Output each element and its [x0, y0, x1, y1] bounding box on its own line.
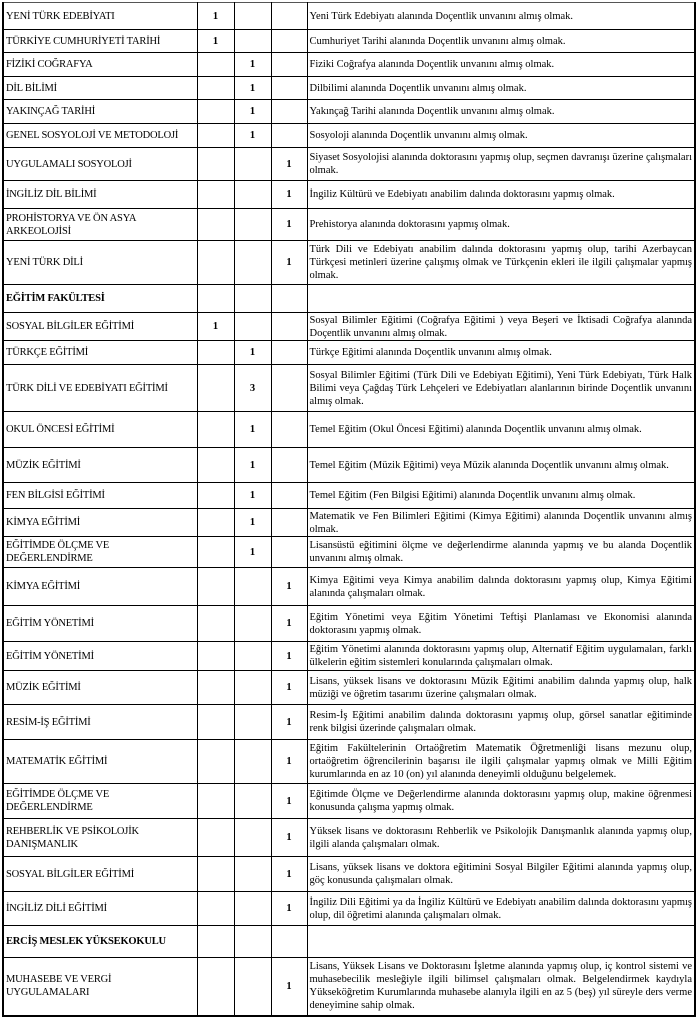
department-cell: FEN BİLGİSİ EĞİTİMİ [3, 483, 197, 509]
associate-professor-count-cell [234, 241, 271, 285]
requirement-cell: Prehistorya alanında doktorasını yapmış olmak. [307, 209, 695, 241]
table-row [3, 241, 695, 285]
associate-professor-count-cell [234, 642, 271, 671]
department-cell: UYGULAMALI SOSYOLOJİ [3, 148, 197, 181]
table-row [3, 365, 695, 412]
table-row [3, 857, 695, 892]
requirement-cell: Yüksek lisans ve doktorasını Rehberlik ve Psikolojik Danışmanlık alanında yapmış olup, ilgili alanda çalışmaları olmak. [307, 819, 695, 857]
department-cell: EĞİTİM YÖNETİMİ [3, 606, 197, 642]
requirement-cell: Türk Dili ve Edebiyatı anabilim dalında doktorasını yapmış olup, tarihi Azerbaycan Türkçesi metinleri üzerine çalışmış olmak ve Türkçenin ekleri ile ilgili çalışmalar yapmış olmak. [307, 241, 695, 285]
professor-count-cell [197, 705, 234, 740]
associate-professor-count-cell: 1 [234, 124, 271, 148]
table-row [3, 958, 695, 1016]
department-cell: EĞİTİMDE ÖLÇME VE DEĞERLENDİRME [3, 537, 197, 568]
table-body [3, 3, 695, 1016]
department-cell: PROHİSTORYA VE ÖN ASYA ARKEOLOJİSİ [3, 209, 197, 241]
professor-count-cell [197, 209, 234, 241]
assistant-professor-count-cell: 1 [271, 148, 307, 181]
table-row [3, 341, 695, 365]
department-cell: MÜZİK EĞİTİMİ [3, 671, 197, 705]
assistant-professor-count-cell: 1 [271, 892, 307, 926]
assistant-professor-count-cell [271, 124, 307, 148]
assistant-professor-count-cell [271, 285, 307, 313]
requirement-cell: Resim-İş Eğitimi anabilim dalında doktorasını yapmış olup, görsel sanatlar eğitiminde renk bilgisi üzerinde çalışmaları olmak. [307, 705, 695, 740]
assistant-professor-count-cell [271, 412, 307, 448]
table-row [3, 313, 695, 341]
table-row [3, 705, 695, 740]
requirement-cell: Dilbilimi alanında Doçentlik unvanını almış olmak. [307, 77, 695, 100]
professor-count-cell [197, 148, 234, 181]
associate-professor-count-cell [234, 606, 271, 642]
requirement-cell: Eğitimde Ölçme ve Değerlendirme alanında doktorasını yapmış olup, makine öğrenmesi konusunda çalışma yapmış olmak. [307, 784, 695, 819]
professor-count-cell [197, 926, 234, 958]
table-row [3, 124, 695, 148]
department-cell: TÜRK DİLİ VE EDEBİYATI EĞİTİMİ [3, 365, 197, 412]
department-cell: RESİM-İŞ EĞİTİMİ [3, 705, 197, 740]
professor-count-cell [197, 537, 234, 568]
professor-count-cell [197, 365, 234, 412]
associate-professor-count-cell: 1 [234, 77, 271, 100]
assistant-professor-count-cell [271, 509, 307, 537]
assistant-professor-count-cell: 1 [271, 209, 307, 241]
department-cell: EĞİTİM FAKÜLTESİ [3, 285, 197, 313]
assistant-professor-count-cell: 1 [271, 642, 307, 671]
requirement-cell: Cumhuriyet Tarihi alanında Doçentlik unvanını almış olmak. [307, 30, 695, 53]
requirement-cell: Temel Eğitim (Müzik Eğitimi) veya Müzik alanında Doçentlik unvanını almış olmak. [307, 448, 695, 483]
requirement-cell: Sosyal Bilimler Eğitimi (Coğrafya Eğitimi ) veya Beşeri ve İktisadi Coğrafya alanında Doçentlik unvanını almış olmak. [307, 313, 695, 341]
assistant-professor-count-cell: 1 [271, 819, 307, 857]
associate-professor-count-cell [234, 3, 271, 30]
table-row [3, 740, 695, 784]
professor-count-cell [197, 740, 234, 784]
professor-count-cell [197, 181, 234, 209]
assistant-professor-count-cell: 1 [271, 958, 307, 1016]
professor-count-cell [197, 606, 234, 642]
requirement-cell: Temel Eğitim (Okul Öncesi Eğitimi) alanında Doçentlik unvanını almış olmak. [307, 412, 695, 448]
table-row [3, 509, 695, 537]
professor-count-cell [197, 100, 234, 124]
professor-count-cell [197, 958, 234, 1016]
requirement-cell: Türkçe Eğitimi alanında Doçentlik unvanını almış olmak. [307, 341, 695, 365]
associate-professor-count-cell: 1 [234, 483, 271, 509]
assistant-professor-count-cell [271, 100, 307, 124]
table-row [3, 412, 695, 448]
associate-professor-count-cell [234, 892, 271, 926]
table-row [3, 3, 695, 30]
assistant-professor-count-cell: 1 [271, 740, 307, 784]
associate-professor-count-cell [234, 181, 271, 209]
professor-count-cell [197, 412, 234, 448]
requirement-cell: Eğitim Yönetimi veya Eğitim Yönetimi Teftişi Planlaması ve Ekonomisi alanında doktorasını yapmış olmak. [307, 606, 695, 642]
table-row [3, 784, 695, 819]
department-cell: MÜZİK EĞİTİMİ [3, 448, 197, 483]
requirement-cell: Kimya Eğitimi veya Kimya anabilim dalında doktorasını yapmış olup, Kimya Eğitimi alanında çalışmaları olmak. [307, 568, 695, 606]
table-row [3, 181, 695, 209]
requirement-cell: Temel Eğitim (Fen Bilgisi Eğitimi) alanında Doçentlik unvanını almış olmak. [307, 483, 695, 509]
associate-professor-count-cell: 1 [234, 53, 271, 77]
table-row [3, 642, 695, 671]
assistant-professor-count-cell [271, 53, 307, 77]
associate-professor-count-cell [234, 30, 271, 53]
requirement-cell: Yeni Türk Edebiyatı alanında Doçentlik unvanını almış olmak. [307, 3, 695, 30]
assistant-professor-count-cell: 1 [271, 181, 307, 209]
department-cell: OKUL ÖNCESİ EĞİTİMİ [3, 412, 197, 448]
professor-count-cell [197, 285, 234, 313]
associate-professor-count-cell [234, 148, 271, 181]
associate-professor-count-cell: 1 [234, 509, 271, 537]
assistant-professor-count-cell: 1 [271, 671, 307, 705]
assistant-professor-count-cell: 1 [271, 857, 307, 892]
requirement-cell: Siyaset Sosyolojisi alanında doktorasını yapmış olup, seçmen davranışı üzerine çalışmaları olmak. [307, 148, 695, 181]
professor-count-cell: 1 [197, 3, 234, 30]
department-cell: MUHASEBE VE VERGİ UYGULAMALARI [3, 958, 197, 1016]
associate-professor-count-cell [234, 819, 271, 857]
professor-count-cell [197, 124, 234, 148]
assistant-professor-count-cell [271, 3, 307, 30]
associate-professor-count-cell [234, 568, 271, 606]
requirement-cell: Sosyoloji alanında Doçentlik unvanını almış olmak. [307, 124, 695, 148]
table-row [3, 671, 695, 705]
department-cell: EĞİTİM YÖNETİMİ [3, 642, 197, 671]
professor-count-cell [197, 642, 234, 671]
table-row [3, 448, 695, 483]
department-cell: YAKINÇAĞ TARİHİ [3, 100, 197, 124]
requirement-cell: Matematik ve Fen Bilimleri Eğitimi (Kimya Eğitimi) alanında Doçentlik unvanını almış olmak. [307, 509, 695, 537]
assistant-professor-count-cell: 1 [271, 606, 307, 642]
department-cell: TÜRKÇE EĞİTİMİ [3, 341, 197, 365]
assistant-professor-count-cell [271, 77, 307, 100]
professor-count-cell: 1 [197, 313, 234, 341]
assistant-professor-count-cell [271, 926, 307, 958]
requirement-cell: Eğitim Yönetimi alanında doktorasını yapmış olup, Alternatif Eğitim uygulamaları, farklı ülkelerin eğitim sistemleri konularında çalışmaları olmak. [307, 642, 695, 671]
table-row [3, 148, 695, 181]
table-row [3, 568, 695, 606]
associate-professor-count-cell: 1 [234, 100, 271, 124]
department-cell: İNGİLİZ DİL BİLİMİ [3, 181, 197, 209]
assistant-professor-count-cell [271, 537, 307, 568]
department-cell: SOSYAL BİLGİLER EĞİTİMİ [3, 857, 197, 892]
professor-count-cell [197, 341, 234, 365]
associate-professor-count-cell: 1 [234, 448, 271, 483]
assistant-professor-count-cell [271, 483, 307, 509]
requirement-cell: Yakınçağ Tarihi alanında Doçentlik unvanını almış olmak. [307, 100, 695, 124]
associate-professor-count-cell [234, 705, 271, 740]
professor-count-cell [197, 784, 234, 819]
assistant-professor-count-cell [271, 313, 307, 341]
requirement-cell: Lisans, yüksek lisans ve doktora eğitimini Sosyal Bilgiler Eğitimi alanında yapmış olup, göç konusunda çalışmaları olmak. [307, 857, 695, 892]
table-row [3, 53, 695, 77]
assistant-professor-count-cell: 1 [271, 568, 307, 606]
requirement-cell: Sosyal Bilimler Eğitimi (Türk Dili ve Edebiyatı Eğitimi), Yeni Türk Edebiyatı, Türk Halk Bilimi veya Çağdaş Türk Lehçeleri ve Edebiyatları alanlarının birinde Doçentlik unvanını almış olmak. [307, 365, 695, 412]
department-cell: KİMYA EĞİTİMİ [3, 509, 197, 537]
department-cell: FİZİKİ COĞRAFYA [3, 53, 197, 77]
associate-professor-count-cell: 3 [234, 365, 271, 412]
table-row [3, 819, 695, 857]
requirement-cell: Lisans, yüksek lisans ve doktorasını Müzik Eğitimi anabilim dalında yapmış olup, halk müziği ve öğretim tasarımı üzerine çalışmaları olmak. [307, 671, 695, 705]
assistant-professor-count-cell [271, 30, 307, 53]
requirement-cell: Lisansüstü eğitimini ölçme ve değerlendirme alanında yapmış ve bu alanda Doçentlik unvanını almış olmak. [307, 537, 695, 568]
professor-count-cell [197, 819, 234, 857]
requirement-cell [307, 926, 695, 958]
department-cell: MATEMATİK EĞİTİMİ [3, 740, 197, 784]
professor-count-cell [197, 857, 234, 892]
assistant-professor-count-cell: 1 [271, 705, 307, 740]
requirement-cell: Lisans, Yüksek Lisans ve Doktorasını İşletme alanında yapmış olup, iç kontrol sistemi ve muhasebecilik mesleğiyle ilgili bilimsel çalışmaları olmak. Belgelendirmek kaydıyla Yükseköğretim Kurumlarında muhasebe alanıyla ilgili en az 5 (beş) yıl süreyle ders verme deneyimine sahip olmak. [307, 958, 695, 1016]
requirement-cell: Fiziki Coğrafya alanında Doçentlik unvanını almış olmak. [307, 53, 695, 77]
section-header-row [3, 926, 695, 958]
department-cell: İNGİLİZ DİLİ EĞİTİMİ [3, 892, 197, 926]
department-cell: GENEL SOSYOLOJİ VE METODOLOJİ [3, 124, 197, 148]
position-requirements-table [2, 2, 696, 1017]
table-row [3, 30, 695, 53]
section-header-row [3, 285, 695, 313]
associate-professor-count-cell [234, 857, 271, 892]
professor-count-cell [197, 892, 234, 926]
department-cell: YENİ TÜRK EDEBİYATI [3, 3, 197, 30]
associate-professor-count-cell [234, 313, 271, 341]
requirement-cell: Eğitim Fakültelerinin Ortaöğretim Matematik Öğretmenliği lisans mezunu olup, ortaöğretim öğrencilerinin başarısı ile ilgili çalışmalar yapmış olmak ve Milli Eğitim kurumlarında en az 10 (on) yıl alanında deneyimli olduğunu belgelemek. [307, 740, 695, 784]
professor-count-cell [197, 241, 234, 285]
assistant-professor-count-cell [271, 365, 307, 412]
professor-count-cell [197, 671, 234, 705]
professor-count-cell: 1 [197, 30, 234, 53]
table-row [3, 483, 695, 509]
associate-professor-count-cell: 1 [234, 341, 271, 365]
professor-count-cell [197, 483, 234, 509]
table-row [3, 100, 695, 124]
associate-professor-count-cell [234, 784, 271, 819]
department-cell: KİMYA EĞİTİMİ [3, 568, 197, 606]
assistant-professor-count-cell [271, 448, 307, 483]
professor-count-cell [197, 77, 234, 100]
professor-count-cell [197, 509, 234, 537]
associate-professor-count-cell [234, 671, 271, 705]
associate-professor-count-cell: 1 [234, 412, 271, 448]
table-row [3, 892, 695, 926]
department-cell: EĞİTİMDE ÖLÇME VE DEĞERLENDİRME [3, 784, 197, 819]
professor-count-cell [197, 448, 234, 483]
table-row [3, 606, 695, 642]
table-row [3, 537, 695, 568]
department-cell: YENİ TÜRK DİLİ [3, 241, 197, 285]
requirement-cell [307, 285, 695, 313]
department-cell: REHBERLİK VE PSİKOLOJİK DANIŞMANLIK [3, 819, 197, 857]
requirement-cell: İngiliz Kültürü ve Edebiyatı anabilim dalında doktorasını yapmış olmak. [307, 181, 695, 209]
table-row [3, 77, 695, 100]
department-cell: TÜRKİYE CUMHURİYETİ TARİHİ [3, 30, 197, 53]
professor-count-cell [197, 568, 234, 606]
associate-professor-count-cell [234, 926, 271, 958]
assistant-professor-count-cell [271, 341, 307, 365]
associate-professor-count-cell [234, 958, 271, 1016]
associate-professor-count-cell: 1 [234, 537, 271, 568]
department-cell: ERCİŞ MESLEK YÜKSEKOKULU [3, 926, 197, 958]
department-cell: DİL BİLİMİ [3, 77, 197, 100]
associate-professor-count-cell [234, 740, 271, 784]
table-row [3, 209, 695, 241]
associate-professor-count-cell [234, 285, 271, 313]
requirement-cell: İngiliz Dili Eğitimi ya da İngiliz Kültürü ve Edebiyatı anabilim dalında doktorasını yapmış olup, dil öğretimi alanında çalışmaları olmak. [307, 892, 695, 926]
assistant-professor-count-cell: 1 [271, 784, 307, 819]
staff-requirements-document [2, 2, 694, 1017]
associate-professor-count-cell [234, 209, 271, 241]
assistant-professor-count-cell: 1 [271, 241, 307, 285]
professor-count-cell [197, 53, 234, 77]
department-cell: SOSYAL BİLGİLER EĞİTİMİ [3, 313, 197, 341]
